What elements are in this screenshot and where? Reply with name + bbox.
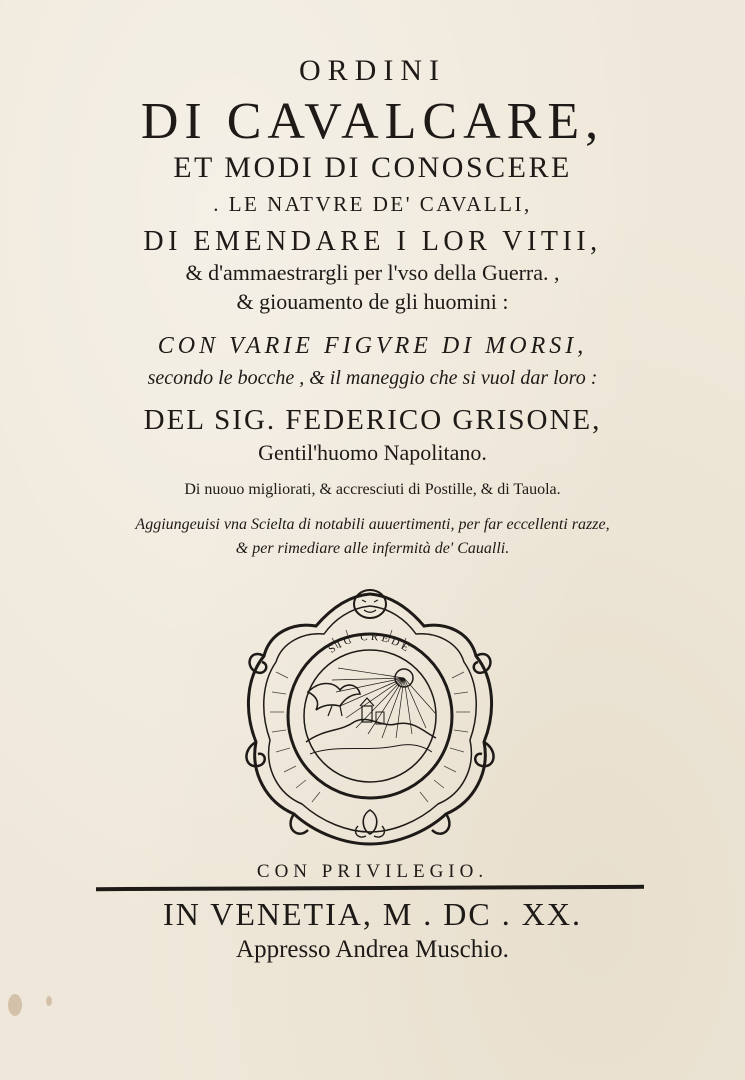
title-line-di-cavalcare: DI CAVALCARE, xyxy=(140,93,605,150)
printer-line: Appresso Andrea Muschio. xyxy=(236,936,509,963)
author-line: DEL SIG. FEDERICO GRISONE, xyxy=(143,404,602,436)
subtitle-line-figure-morsi: CON VARIE FIGVRE DI MORSI, xyxy=(157,333,588,359)
edition-note: Di nuouo migliorati, & accresciuti di Postille, & di Tauola. xyxy=(184,481,561,498)
subtitle-line-giouamento: & giouamento de gli huomini : xyxy=(236,289,509,314)
privilege-line: CON PRIVILEGIO. xyxy=(256,861,489,882)
paper-stain xyxy=(46,996,52,1006)
author-description: Gentil'huomo Napolitano. xyxy=(258,440,487,465)
addition-note-line1: Aggiungeuisi vna Scielta di notabili auuertimenti, per far eccellenti razze, xyxy=(135,516,610,533)
emblem-motto: SIC CREDE xyxy=(326,630,414,656)
imprint-rule xyxy=(96,885,644,891)
title-line-ordini: ORDINI xyxy=(299,54,446,87)
printers-device-eagle-sun-icon xyxy=(236,582,504,852)
subtitle-line-modi: ET MODI DI CONOSCERE xyxy=(173,151,572,184)
paper-stain xyxy=(8,994,22,1016)
svg-text:SIC CREDE xyxy=(326,631,413,656)
addition-note-line2: & per rimediare alle infermità de' Caualli. xyxy=(235,540,510,557)
subtitle-line-emendare: DI EMENDARE I LOR VITII, xyxy=(143,226,602,257)
subtitle-line-bocche: secondo le bocche , & il maneggio che si vuol dar loro : xyxy=(147,367,598,389)
imprint-place-date: IN VENETIA, M . DC . XX. xyxy=(163,896,582,932)
subtitle-line-guerra: & d'ammaestrargli per l'vso della Guerra. , xyxy=(185,260,560,285)
subtitle-line-natvre: . LE NATVRE DE' CAVALLI, xyxy=(213,192,532,216)
